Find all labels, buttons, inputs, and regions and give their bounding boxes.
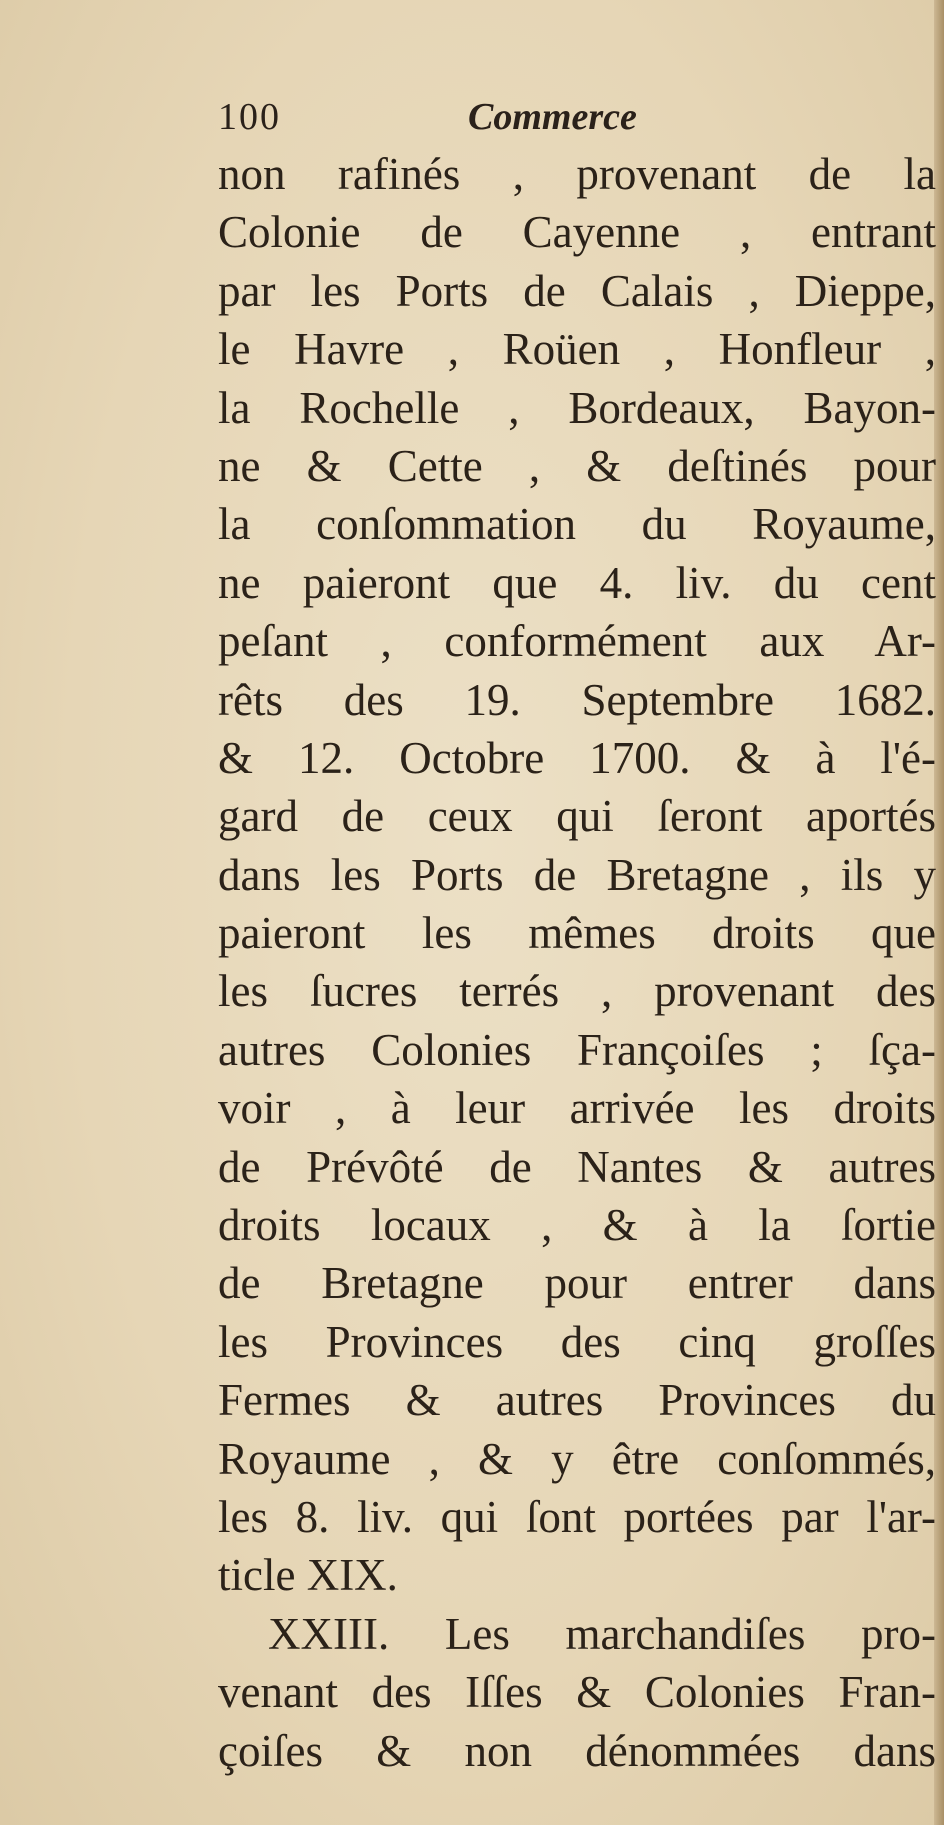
text-line: le Havre , Roüen , Honfleur ,: [218, 324, 936, 375]
text-line: venant des Iſſes & Colonies Fran-: [218, 1667, 936, 1718]
text-line: ne paieront que 4. liv. du cent: [218, 557, 936, 608]
text-line: rêts des 19. Septembre 1682.: [218, 674, 936, 725]
text-line: paieront les mêmes droits que: [218, 908, 936, 959]
text-line: les 8. liv. qui ſont portées par l'ar-: [218, 1491, 936, 1542]
text-line: par les Ports de Calais , Dieppe,: [218, 265, 936, 316]
text-line: & 12. Octobre 1700. & à l'é-: [218, 732, 936, 783]
text-line: autres Colonies Françoiſes ; ſça-: [218, 1024, 936, 1075]
text-line: dans les Ports de Bretagne , ils y: [218, 849, 936, 900]
running-head: Commerce: [468, 96, 637, 138]
text-line: la conſommation du Royaume,: [218, 499, 936, 550]
body-text: [218, 145, 936, 1780]
text-line: gard de ceux qui ſeront aportés: [218, 791, 936, 842]
page-number: 100: [218, 96, 281, 138]
text-line: Fermes & autres Provinces du: [218, 1375, 936, 1426]
text-line: Colonie de Cayenne , entrant: [218, 207, 936, 258]
text-line: les Provinces des cinq groſſes: [218, 1316, 936, 1367]
text-line: la Rochelle , Bordeaux, Bayon-: [218, 382, 936, 433]
text-line: de Prévôté de Nantes & autres: [218, 1141, 936, 1192]
article-heading-line: XXIII. Les marchandiſes pro-: [268, 1608, 936, 1659]
text-line: de Bretagne pour entrer dans: [218, 1258, 936, 1309]
text-line: les ſucres terrés , provenant des: [218, 966, 936, 1017]
text-line: voir , à leur arrivée les droits: [218, 1083, 936, 1134]
text-line: peſant , conformément aux Ar-: [218, 616, 936, 667]
text-line: ne & Cette , & deſtinés pour: [218, 440, 936, 491]
text-line: non rafinés , provenant de la: [218, 149, 936, 199]
text-line: droits locaux , & à la ſortie: [218, 1200, 936, 1251]
text-line: ticle XIX.: [218, 1550, 398, 1601]
text-line: çoiſes & non dénommées dans: [218, 1725, 936, 1776]
text-line: Royaume , & y être conſommés,: [218, 1433, 936, 1484]
